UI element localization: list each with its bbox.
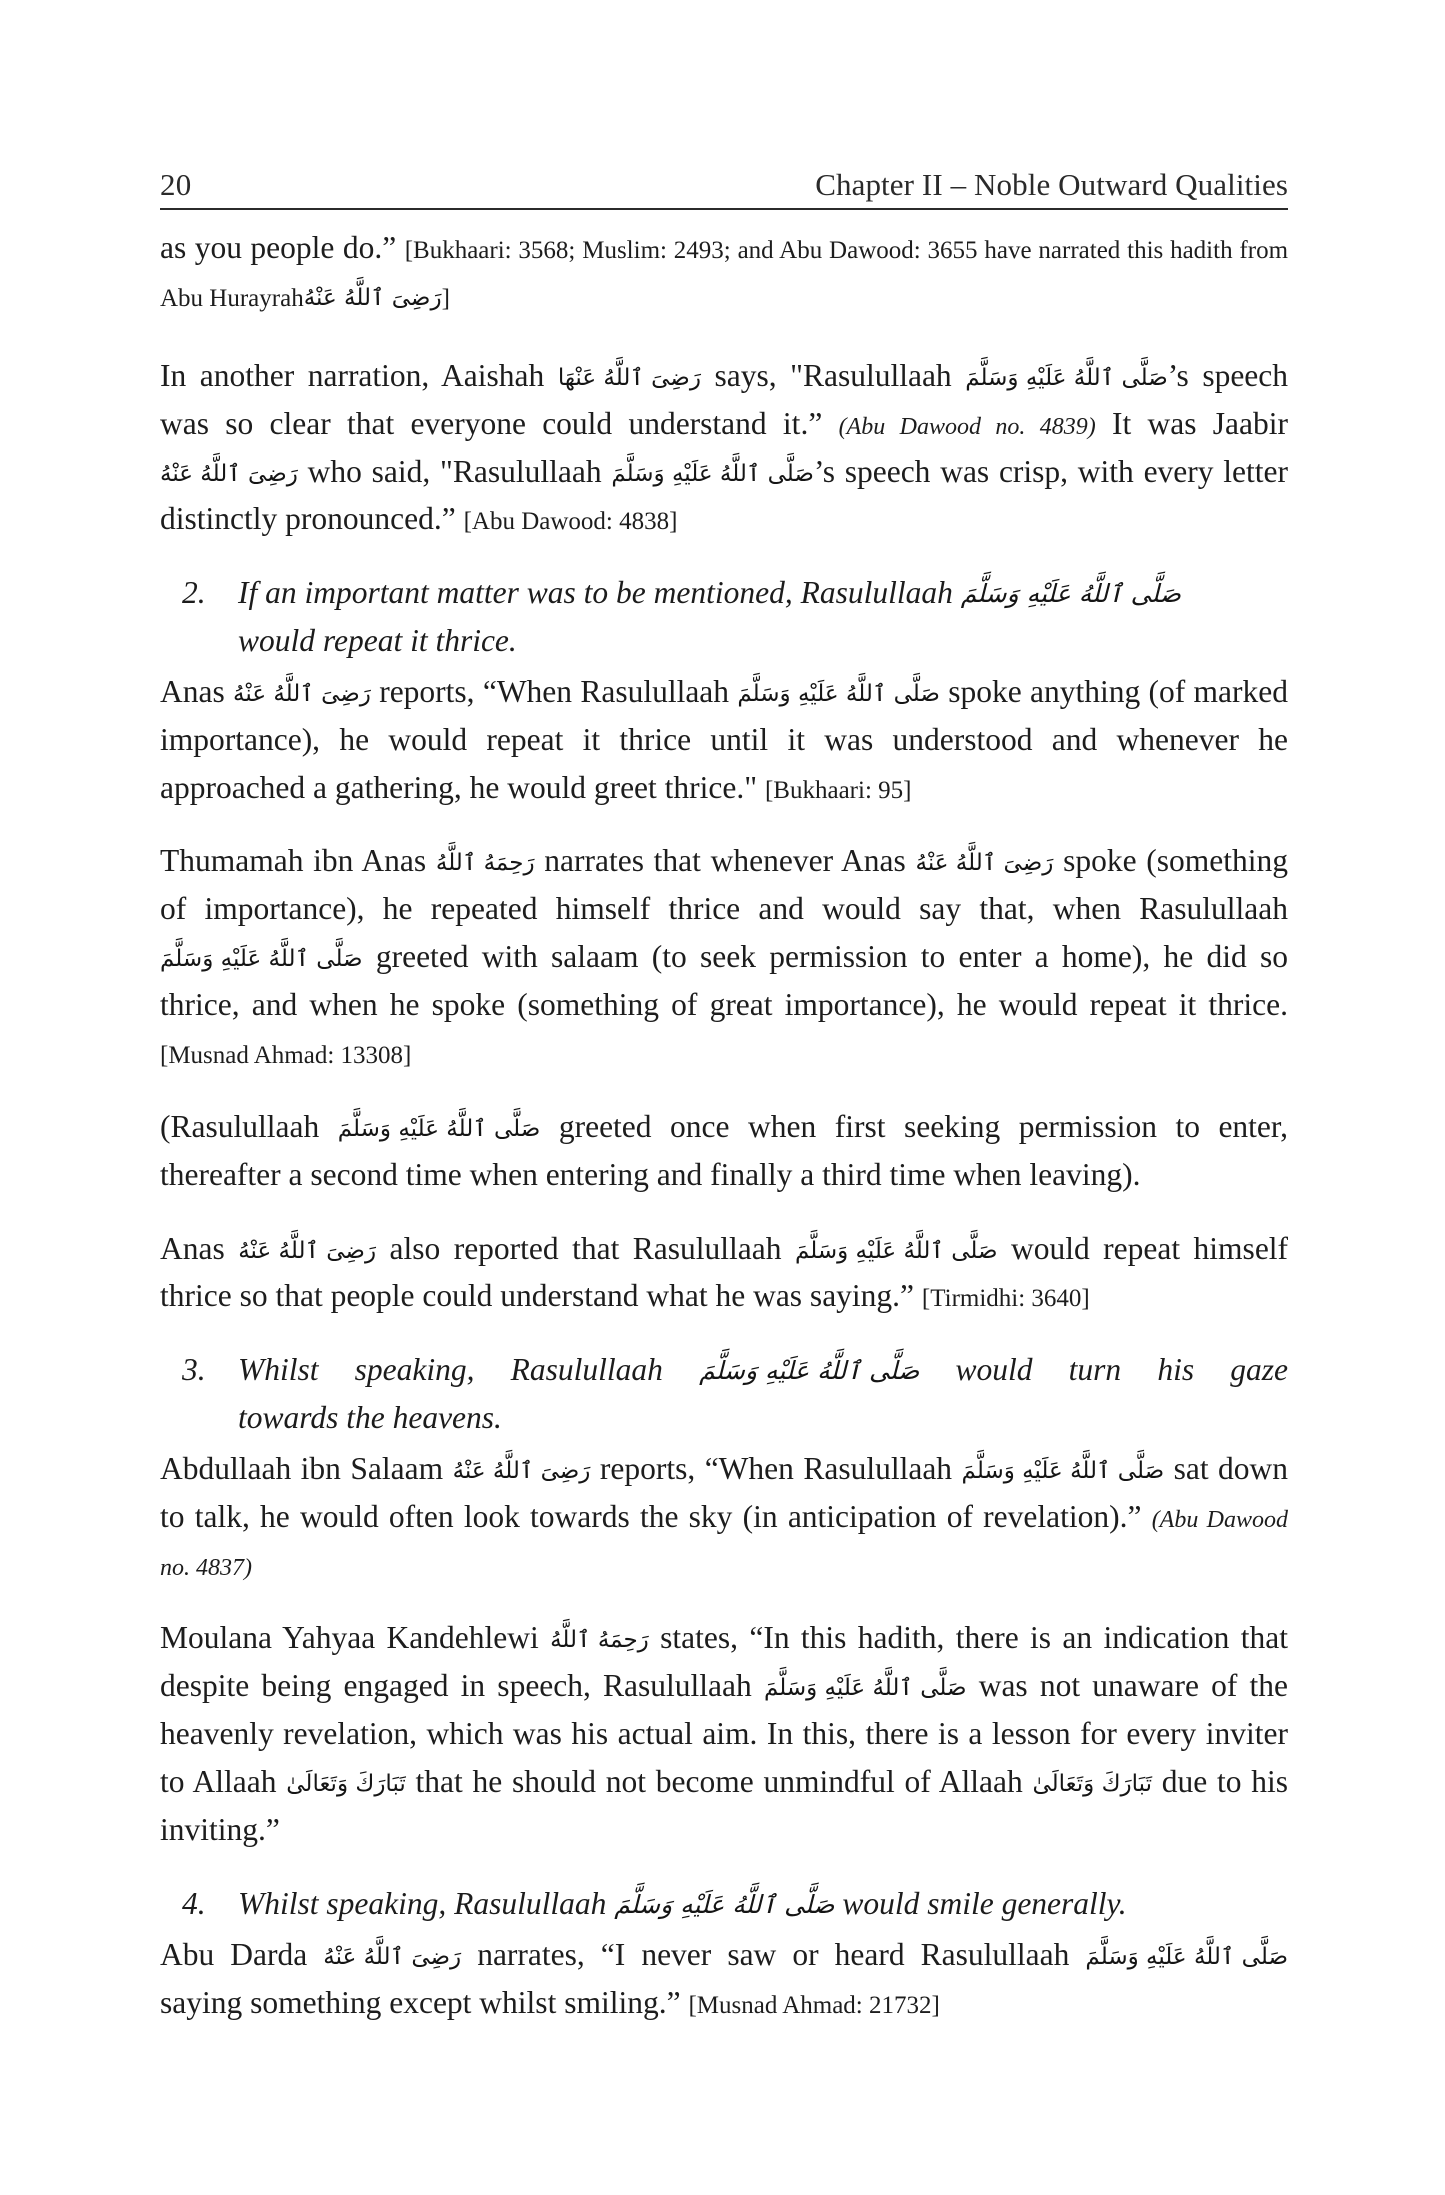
item-2-number: 2. (182, 575, 206, 611)
anas2-seg-2: also reported that Rasulullaah (389, 1230, 782, 1266)
paragraph-anas-2: Anas رَضِىَ ٱللَّهُ عَنْهُ also reported that Rasulullaah صَلَّى ٱللَّهُ عَلَيْهِ وَسَلَّمَ would repeat himself thrice so that people could understand what he was saying.” [Tirmidhi: 3640] (160, 1230, 1289, 1314)
paragraph-thumamah: Thumamah ibn Anas رَحِمَهُ ٱللَّهُ narrates that whenever Anas رَضِىَ ٱللَّهُ عَنْهُ spoke (something of importance), he repeated himself thrice and would say that, when Rasulullaah صَلَّى ٱللَّهُ عَلَيْهِ وَسَلَّمَ greeted with salaam (to seek permission to enter a home), he did so thrice, and when he spoke (something of great importance), he would repeat it thrice. [Musnad Ahmad: 13308] (160, 843, 1289, 1069)
item-3-number: 3. (182, 1352, 206, 1388)
paragraph-aaishah: In another narration, Aaishah رَضِىَ ٱللَّهُ عَنْهَا says, "Rasulullaah صَلَّى ٱللَّهُ عَلَيْهِ وَسَلَّمَ’s speech was so clear that everyone could understand it.” (Abu Dawood no. 4839) It was Jaabir رَضِىَ ٱللَّهُ عَنْهُ who said, "Rasulullaah صَلَّى ٱللَّهُ عَلَيْهِ وَسَلَّمَ’s speech was crisp, with every letter distinctly pronounced.” [Abu Dawood: 4838] (160, 357, 1289, 537)
item-3-line-2: towards the heavens. (238, 1399, 502, 1435)
paragraph-continuation: as you people do.” [Bukhaari: 3568; Muslim: 2493; and Abu Dawood: 3655 have narrated this hadith from Abu Hurayrahرَضِىَ ٱللَّهُ عَنْهُ] (160, 230, 1289, 312)
paragraph-abu-darda: Abu Darda رَضِىَ ٱللَّهُ عَنْهُ narrates, “I never saw or heard Rasulullaah صَلَّى ٱللَّهُ عَلَيْهِ وَسَلَّمَ saying something except whilst smiling.” [Musnad Ahmad: 21732] (160, 1937, 1288, 2020)
jaabir-reference: [Abu Dawood: 4838] (463, 508, 678, 536)
item-4-line-1b: would smile generally. (842, 1885, 1127, 1921)
numbered-item-4 (160, 1880, 1288, 1927)
paragraph-moulana: Moulana Yahyaa Kandehlewi رَحِمَهُ ٱللَّهُ states, “In this hadith, there is an indication that despite being engaged in speech, Rasulullaah صَلَّى ٱللَّهُ عَلَيْهِ وَسَلَّمَ was not unaware of the heavenly revelation, which was his actual aim. In this, there is a lesson for every inviter to Allaah تَبَارَكَ وَتَعَالَىٰ that he should not become unmindful of Allaah تَبَارَكَ وَتَعَالَىٰ due to his inviting.” (160, 1620, 1289, 1847)
thumamah-seg-4: greeted with salaam (to seek permission to enter a home), he did so thrice, and when he spoke (something of great importance), he would repeat it thrice. (160, 939, 1289, 1023)
abdullaah-seg-3: sat down to talk, he would often look towards the sky (in anticipation of revelation).” (160, 1450, 1289, 1534)
moulana-seg-1: Moulana Yahyaa Kandehlewi (160, 1620, 539, 1656)
paragraph-anas: Anas رَضِىَ ٱللَّهُ عَنْهُ reports, “When Rasulullaah صَلَّى ٱللَّهُ عَلَيْهِ وَسَلَّمَ spoke anything (of marked importance), he would repeat it thrice until it was understood and whenever he approached a gathering, he would greet thrice." [Bukhaari: 95] (160, 673, 1289, 805)
item-3-text: Whilst speaking, Rasulullaah صَلَّى ٱللَّهُ عَلَيْهِ وَسَلَّمَ would turn his gaze towards the heavens. (238, 1346, 1288, 1441)
page-number: 20 (160, 167, 192, 202)
item-4-number: 4. (182, 1885, 206, 1921)
moulana-seg-4: that he should not become unmindful of Allaah (415, 1764, 1023, 1800)
paragraph-parenthetical: (Rasulullaah صَلَّى ٱللَّهُ عَلَيْهِ وَسَلَّمَ greeted once when first seeking permission to enter, thereafter a second time when entering and finally a third time when leaving). (160, 1108, 1289, 1192)
anas2-reference: [Tirmidhi: 3640] (921, 1285, 1090, 1313)
item-2-line-1: If an important matter was to be mentioned, Rasulullaah (238, 575, 953, 611)
header-rule (160, 208, 1288, 210)
anas-reference: [Bukhaari: 95] (764, 776, 912, 804)
moulana-seg-3: was not unaware of the heavenly revelation, which was his actual aim. In this, there is a lesson for every inviter to Allaah (160, 1668, 1289, 1800)
anas-seg-3: spoke anything (of marked importance), he would repeat it thrice until it was understood and whenever he approached a gathering, he would greet thrice." (160, 673, 1289, 805)
page-content (160, 168, 1288, 2027)
anas-seg-1: Anas (160, 673, 225, 709)
paragraph-abdullaah: Abdullaah ibn Salaam رَضِىَ ٱللَّهُ عَنْهُ reports, “When Rasulullaah صَلَّى ٱللَّهُ عَلَيْهِ وَسَلَّمَ sat down to talk, he would often look towards the sky (in anticipation of revelation).” (Abu Dawood no. 4837) (160, 1450, 1289, 1581)
abdullaah-seg-1: Abdullaah ibn Salaam (160, 1450, 444, 1486)
running-head (160, 168, 1288, 208)
moulana-seg-2: states, “In this hadith, there is an indication that despite being engaged in speech, Rasulullaah (160, 1620, 1289, 1704)
item-2-line-2: would repeat it thrice. (238, 622, 517, 658)
abdullaah-seg-2: reports, “When Rasulullaah (599, 1450, 953, 1486)
paren-seg-1: (Rasulullaah (160, 1108, 320, 1144)
abdullaah-reference: (Abu Dawood no. 4837) (160, 1506, 1289, 1581)
abudarda-seg-2: narrates, “I never saw or heard Rasulullaah (477, 1937, 1070, 1973)
abudarda-reference: [Musnad Ahmad: 21732] (688, 1991, 940, 2019)
continuation-reference-close: ] (441, 284, 450, 312)
thumamah-seg-3: spoke (something of importance), he repeated himself thrice and would say that, when Rasulullaah (160, 843, 1289, 927)
abudarda-seg-3: saying something except whilst smiling.” (160, 1984, 681, 2020)
thumamah-seg-2: narrates that whenever Anas (544, 843, 906, 879)
continuation-text: as you people do.” (160, 230, 397, 266)
moulana-seg-5: due to his inviting.” (160, 1764, 1289, 1847)
anas2-seg-1: Anas (160, 1230, 225, 1266)
item-3-line-1: Whilst speaking, Rasulullaah (238, 1352, 663, 1388)
item-4-line-1: Whilst speaking, Rasulullaah (238, 1885, 607, 1921)
jaabir-seg-5: who said, "Rasulullaah (307, 453, 602, 489)
anas-seg-2: reports, “When Rasulullaah (379, 673, 730, 709)
anas2-seg-3: would repeat himself thrice so that people could understand what he was saying.” (160, 1230, 1289, 1314)
paren-seg-2: greeted once when first seeking permission to enter, thereafter a second time when entering and finally a third time when leaving). (160, 1108, 1289, 1192)
jaabir-seg-6: ’s speech was crisp, with every letter distinctly pronounced.” (160, 453, 1288, 537)
jaabir-seg-4: It was Jaabir (1112, 405, 1289, 441)
thumamah-seg-1: Thumamah ibn Anas (160, 843, 427, 879)
item-3-line-1b: would turn his gaze (955, 1352, 1289, 1388)
item-2-text: If an important matter was to be mentioned, Rasulullaah صَلَّى ٱللَّهُ عَلَيْهِ وَسَلَّمَ would repeat it thrice. (238, 569, 1288, 664)
numbered-item-3 (160, 1346, 1288, 1441)
aaishah-reference: (Abu Dawood no. 4839) (838, 413, 1096, 440)
continuation-reference: [Bukhaari: 3568; Muslim: 2493; and Abu Dawood: 3655 have narrated this hadith from Abu Hurayrah (160, 237, 1289, 312)
thumamah-reference: [Musnad Ahmad: 13308] (160, 1041, 412, 1069)
abudarda-seg-1: Abu Darda (160, 1937, 308, 1973)
aaishah-seg-1: In another narration, Aaishah (160, 357, 545, 393)
aaishah-seg-3: ’s speech was so clear that everyone could understand it.” (160, 357, 1289, 441)
numbered-item-2 (160, 569, 1288, 664)
item-4-text: Whilst speaking, Rasulullaah صَلَّى ٱللَّهُ عَلَيْهِ وَسَلَّمَ would smile generally. (238, 1885, 1127, 1921)
chapter-title: Chapter II – Noble Outward Qualities (815, 167, 1288, 202)
aaishah-seg-2: says, "Rasulullaah (714, 357, 952, 393)
